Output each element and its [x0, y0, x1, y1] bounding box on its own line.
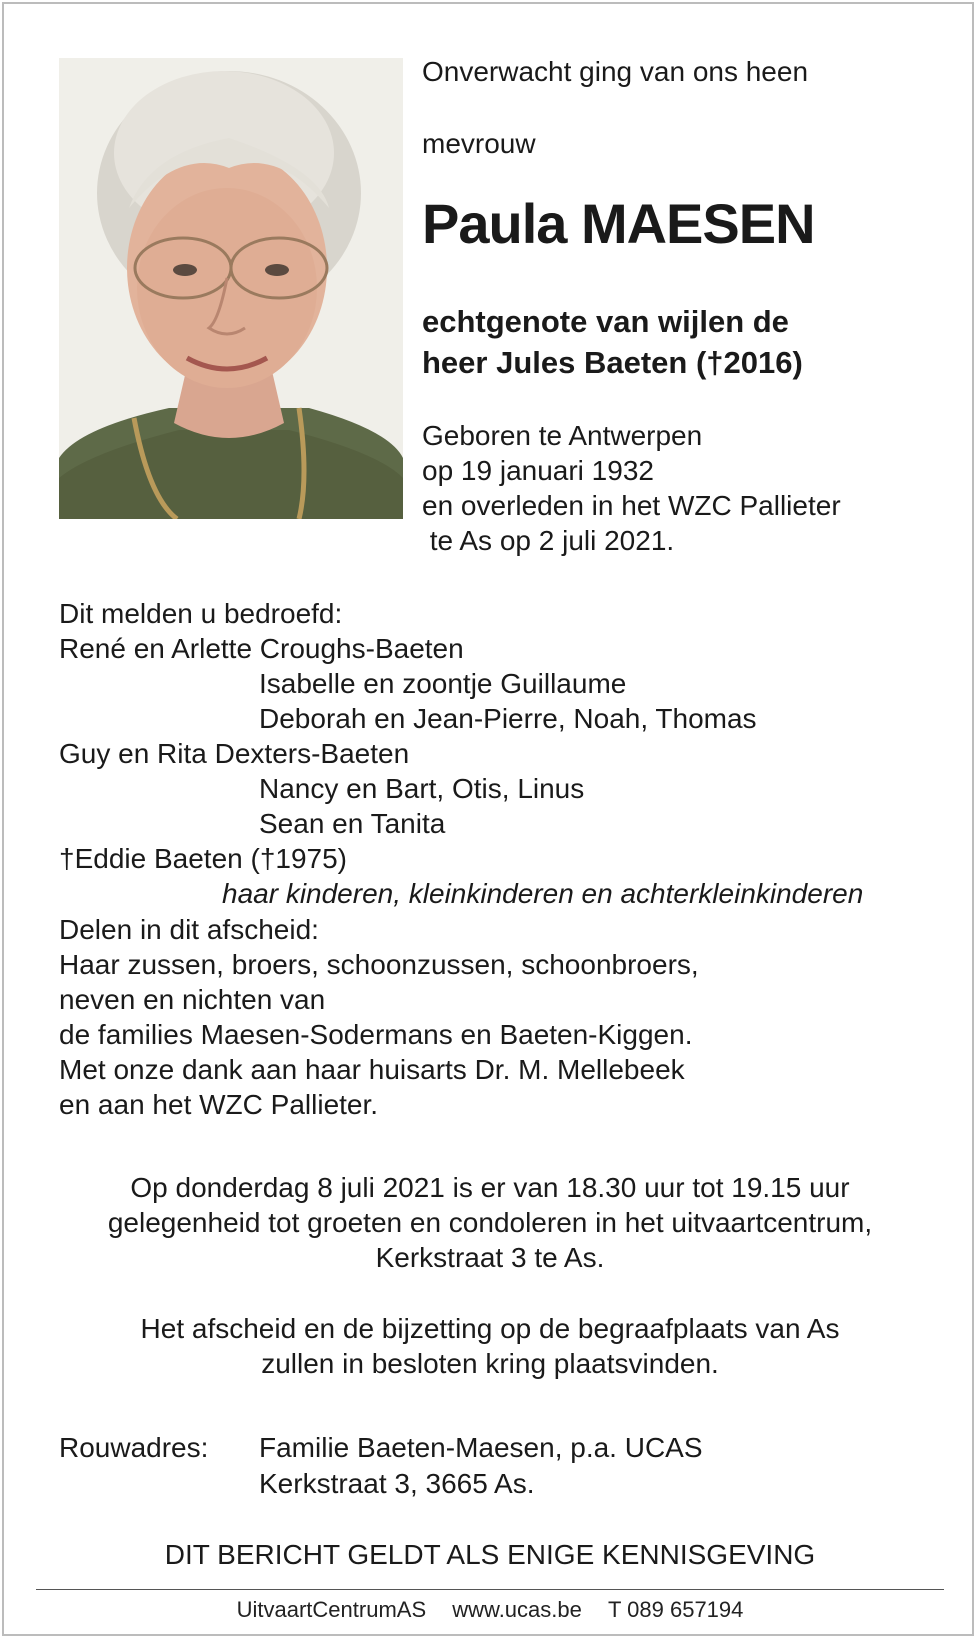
footer-phone: T 089 657194 — [608, 1597, 744, 1622]
address-label: Rouwadres: — [59, 1432, 209, 1463]
address-line-1: Familie Baeten-Maesen, p.a. UCAS — [259, 1432, 703, 1463]
birth-details — [422, 418, 841, 558]
family-intro: Dit melden u bedroefd: — [59, 598, 343, 629]
birth-line: en overleden in het WZC Pallieter — [422, 490, 841, 521]
spouse-line-1: echtgenote van wijlen de — [422, 304, 789, 339]
share-line: de families Maesen-Sodermans en Baeten-Kiggen. — [59, 1019, 693, 1050]
share-line: Delen in dit afscheid: — [59, 914, 319, 945]
address-line-2: Kerkstraat 3, 3665 As. — [259, 1468, 535, 1499]
burial-block — [30, 1311, 950, 1381]
grandchild-line: Isabelle en zoontje Guillaume — [259, 668, 627, 699]
footer — [0, 1596, 980, 1624]
share-block — [59, 912, 699, 1122]
grandchild-line: Nancy en Bart, Otis, Linus — [259, 773, 585, 804]
burial-line: zullen in besloten kring plaatsvinden. — [261, 1348, 719, 1379]
visitation-block — [30, 1170, 950, 1275]
footer-website[interactable]: www.ucas.be — [452, 1597, 582, 1622]
portrait-photo — [59, 58, 403, 519]
family-member: †Eddie Baeten (†1975) — [59, 843, 347, 874]
footer-divider — [36, 1589, 944, 1590]
grandchild-line: Deborah en Jean-Pierre, Noah, Thomas — [259, 703, 757, 734]
birth-line: op 19 januari 1932 — [422, 455, 654, 486]
visitation-line: Op donderdag 8 juli 2021 is er van 18.30 uur tot 19.15 uur — [130, 1172, 850, 1203]
spouse-line-2: heer Jules Baeten (†2016) — [422, 345, 803, 380]
family-member: Guy en Rita Dexters-Baeten — [59, 738, 410, 769]
footer-company: UitvaartCentrumAS — [236, 1597, 427, 1622]
visitation-line: Kerkstraat 3 te As. — [375, 1242, 605, 1273]
portrait-icon — [59, 58, 403, 519]
intro-text: Onverwacht ging van ons heen — [422, 56, 809, 87]
family-caption: haar kinderen, kleinkinderen en achterkleinkinderen — [222, 878, 864, 909]
share-line: en aan het WZC Pallieter. — [59, 1089, 379, 1120]
birth-line: te As op 2 juli 2021. — [422, 525, 675, 556]
visitation-line: gelegenheid tot groeten en condoleren in het uitvaartcentrum, — [107, 1207, 873, 1238]
grandchild-line: Sean en Tanita — [259, 808, 446, 839]
family-member: René en Arlette Croughs-Baeten — [59, 633, 464, 664]
share-line: neven en nichten van — [59, 984, 326, 1015]
family-list — [59, 596, 863, 911]
deceased-name: Paula MAESEN — [422, 192, 815, 255]
notice-text: DIT BERICHT GELDT ALS ENIGE KENNISGEVING — [164, 1539, 816, 1570]
salutation: mevrouw — [422, 128, 536, 159]
share-line: Haar zussen, broers, schoonzussen, schoonbroers, — [59, 949, 699, 980]
share-line: Met onze dank aan haar huisarts Dr. M. Mellebeek — [59, 1054, 685, 1085]
birth-line: Geboren te Antwerpen — [422, 420, 703, 451]
burial-line: Het afscheid en de bijzetting op de begraafplaats van As — [140, 1313, 840, 1344]
